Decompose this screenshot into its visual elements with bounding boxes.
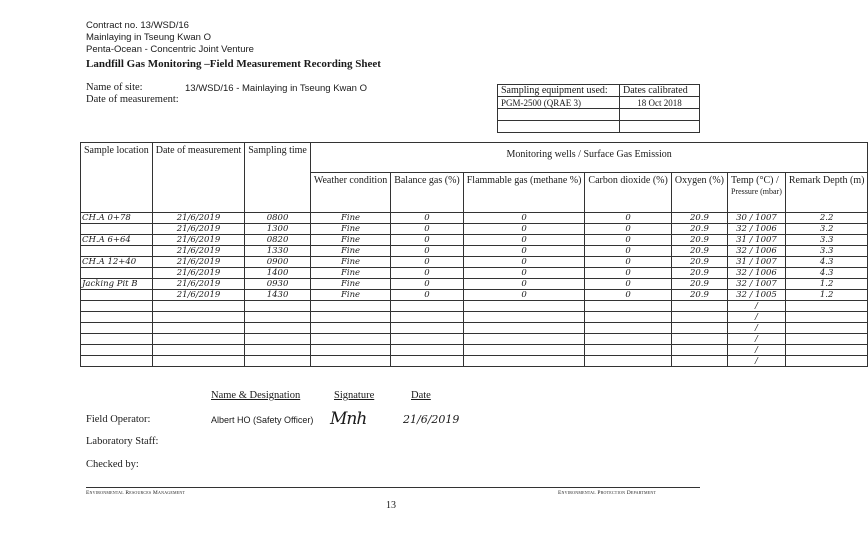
row-weather (310, 345, 390, 356)
row-flammable-gas (463, 301, 585, 312)
table-row (81, 334, 868, 345)
row-temp-pressure: / (728, 334, 786, 345)
row-balance-gas: 0 (391, 246, 464, 257)
checked-by-label: Checked by: (86, 459, 139, 470)
row-location: CH.A 6+64 (81, 235, 153, 246)
row-date: 21/6/2019 (152, 246, 245, 257)
row-flammable-gas (463, 323, 585, 334)
row-date: 21/6/2019 (152, 213, 245, 224)
row-carbon-dioxide (585, 301, 671, 312)
row-carbon-dioxide: 0 (585, 235, 671, 246)
col-weather: Weather condition (310, 173, 390, 213)
name-designation-header: Name & Designation (211, 390, 301, 401)
row-weather (310, 312, 390, 323)
row-temp-pressure: 31 / 1007 (728, 257, 786, 268)
row-time: 0800 (245, 213, 311, 224)
col-temp-pressure (728, 173, 786, 213)
row-weather: Fine (310, 290, 390, 301)
row-date (152, 323, 245, 334)
row-flammable-gas: 0 (463, 235, 585, 246)
row-balance-gas: 0 (391, 224, 464, 235)
row-date (152, 356, 245, 367)
row-date: 21/6/2019 (152, 257, 245, 268)
row-location: Jacking Pit B (81, 279, 153, 290)
pressure-label: Pressure (mbar) (731, 187, 782, 196)
row-oxygen (671, 312, 727, 323)
row-remark-depth: 2.2 (785, 213, 868, 224)
table-row (81, 356, 868, 367)
col-sample-location: Sample location (81, 143, 153, 213)
operator-signature: Mnh (330, 409, 367, 429)
row-balance-gas: 0 (391, 213, 464, 224)
col-remark-depth: Remark Depth (m) (785, 173, 868, 213)
site-name-value: 13/WSD/16 - Mainlaying in Tseung Kwan O (185, 83, 367, 94)
row-flammable-gas: 0 (463, 213, 585, 224)
calibration-date: 18 Oct 2018 (620, 97, 700, 109)
row-weather: Fine (310, 257, 390, 268)
row-carbon-dioxide (585, 312, 671, 323)
row-balance-gas (391, 312, 464, 323)
row-balance-gas (391, 356, 464, 367)
row-balance-gas: 0 (391, 290, 464, 301)
row-balance-gas (391, 334, 464, 345)
equipment-header: Sampling equipment used: (498, 85, 620, 97)
row-temp-pressure: / (728, 301, 786, 312)
footer-right: Environmental Protection Department (558, 490, 657, 496)
row-weather: Fine (310, 279, 390, 290)
row-oxygen (671, 356, 727, 367)
row-time: 1400 (245, 268, 311, 279)
row-date: 21/6/2019 (152, 268, 245, 279)
site-name-label: Name of site: (86, 82, 143, 93)
sheet-title: Landfill Gas Monitoring –Field Measurement Recording Sheet (86, 58, 381, 70)
col-group-monitoring: Monitoring wells / Surface Gas Emission (310, 143, 868, 173)
col-sampling-time: Sampling time (245, 143, 311, 213)
row-carbon-dioxide: 0 (585, 257, 671, 268)
row-date (152, 312, 245, 323)
row-flammable-gas (463, 345, 585, 356)
row-oxygen (671, 345, 727, 356)
row-flammable-gas: 0 (463, 279, 585, 290)
calibration-empty-cell (620, 109, 700, 121)
row-balance-gas: 0 (391, 257, 464, 268)
row-location: CH.A 12+40 (81, 257, 153, 268)
row-oxygen (671, 301, 727, 312)
row-location (81, 334, 153, 345)
row-weather: Fine (310, 246, 390, 257)
row-location (81, 323, 153, 334)
field-operator-label: Field Operator: (86, 414, 151, 425)
row-oxygen: 20.9 (671, 246, 727, 257)
row-carbon-dioxide: 0 (585, 224, 671, 235)
row-oxygen: 20.9 (671, 290, 727, 301)
row-carbon-dioxide: 0 (585, 290, 671, 301)
row-temp-pressure: 32 / 1006 (728, 224, 786, 235)
table-row (81, 290, 868, 301)
row-temp-pressure: / (728, 345, 786, 356)
laboratory-staff-label: Laboratory Staff: (86, 436, 159, 447)
row-oxygen: 20.9 (671, 213, 727, 224)
row-weather (310, 356, 390, 367)
contractor-name: Penta-Ocean - Concentric Joint Venture (86, 44, 254, 55)
col-carbon-dioxide: Carbon dioxide (%) (585, 173, 671, 213)
row-oxygen (671, 334, 727, 345)
row-flammable-gas (463, 356, 585, 367)
row-remark-depth: 3.3 (785, 235, 868, 246)
row-date (152, 301, 245, 312)
col-balance-gas: Balance gas (%) (391, 173, 464, 213)
row-temp-pressure: 32 / 1006 (728, 268, 786, 279)
row-time (245, 323, 311, 334)
table-row (81, 224, 868, 235)
table-row (81, 345, 868, 356)
row-location (81, 356, 153, 367)
operator-date: 21/6/2019 (403, 413, 460, 426)
row-time (245, 301, 311, 312)
row-weather: Fine (310, 268, 390, 279)
page-number: 13 (386, 500, 396, 511)
calibration-header: Dates calibrated (620, 85, 700, 97)
contract-number: Contract no. 13/WSD/16 (86, 20, 189, 31)
row-balance-gas: 0 (391, 279, 464, 290)
table-row (81, 279, 868, 290)
row-location (81, 290, 153, 301)
row-remark-depth: 1.2 (785, 279, 868, 290)
row-weather (310, 301, 390, 312)
col-flammable-gas: Flammable gas (methane %) (463, 173, 585, 213)
row-time: 1300 (245, 224, 311, 235)
row-carbon-dioxide (585, 345, 671, 356)
calibration-empty-cell (620, 121, 700, 133)
signature-header: Signature (334, 390, 375, 401)
row-weather: Fine (310, 213, 390, 224)
footer-rule (86, 487, 700, 488)
col-oxygen: Oxygen (%) (671, 173, 727, 213)
row-carbon-dioxide (585, 323, 671, 334)
row-weather (310, 334, 390, 345)
row-weather: Fine (310, 224, 390, 235)
row-remark-depth: 4.3 (785, 268, 868, 279)
row-balance-gas (391, 345, 464, 356)
row-temp-pressure: 32 / 1007 (728, 279, 786, 290)
table-row (81, 268, 868, 279)
monitoring-table (80, 142, 868, 367)
row-time (245, 334, 311, 345)
row-time: 1330 (245, 246, 311, 257)
row-time: 0820 (245, 235, 311, 246)
row-carbon-dioxide: 0 (585, 246, 671, 257)
row-date (152, 345, 245, 356)
row-weather (310, 323, 390, 334)
row-balance-gas: 0 (391, 235, 464, 246)
row-temp-pressure: 32 / 1005 (728, 290, 786, 301)
row-remark-depth: 3.2 (785, 224, 868, 235)
row-remark-depth (785, 334, 868, 345)
equipment-empty-cell (498, 109, 620, 121)
date-header: Date (411, 390, 431, 401)
row-location: CH.A 0+78 (81, 213, 153, 224)
table-row (81, 257, 868, 268)
table-row (81, 213, 868, 224)
table-row (81, 235, 868, 246)
row-flammable-gas: 0 (463, 290, 585, 301)
row-oxygen: 20.9 (671, 279, 727, 290)
row-balance-gas: 0 (391, 268, 464, 279)
row-temp-pressure: / (728, 356, 786, 367)
table-row (81, 323, 868, 334)
row-flammable-gas: 0 (463, 224, 585, 235)
row-time: 0900 (245, 257, 311, 268)
row-date: 21/6/2019 (152, 290, 245, 301)
col-date: Date of measurement (152, 143, 245, 213)
row-temp-pressure: / (728, 312, 786, 323)
row-carbon-dioxide: 0 (585, 279, 671, 290)
table-row (81, 301, 868, 312)
row-remark-depth (785, 323, 868, 334)
equipment-table (497, 84, 700, 133)
row-oxygen: 20.9 (671, 257, 727, 268)
row-remark-depth: 1.2 (785, 290, 868, 301)
row-remark-depth: 3.3 (785, 246, 868, 257)
row-temp-pressure: 31 / 1007 (728, 235, 786, 246)
row-flammable-gas (463, 334, 585, 345)
row-remark-depth (785, 301, 868, 312)
row-remark-depth (785, 356, 868, 367)
row-flammable-gas: 0 (463, 246, 585, 257)
row-carbon-dioxide: 0 (585, 213, 671, 224)
equipment-value: PGM-2500 (QRAE 3) (498, 97, 620, 109)
row-time: 0930 (245, 279, 311, 290)
row-carbon-dioxide (585, 334, 671, 345)
row-location (81, 246, 153, 257)
operator-name: Albert HO (Safety Officer) (211, 415, 314, 425)
row-balance-gas (391, 323, 464, 334)
table-row (81, 312, 868, 323)
row-location (81, 312, 153, 323)
equipment-empty-cell (498, 121, 620, 133)
row-location (81, 224, 153, 235)
temp-label: Temp (°C) / (731, 175, 779, 186)
row-time (245, 312, 311, 323)
row-temp-pressure: 30 / 1007 (728, 213, 786, 224)
row-location (81, 345, 153, 356)
row-oxygen: 20.9 (671, 268, 727, 279)
row-oxygen: 20.9 (671, 224, 727, 235)
row-remark-depth (785, 345, 868, 356)
row-oxygen: 20.9 (671, 235, 727, 246)
row-oxygen (671, 323, 727, 334)
date-of-measurement-label: Date of measurement: (86, 94, 179, 105)
row-date: 21/6/2019 (152, 279, 245, 290)
row-date: 21/6/2019 (152, 224, 245, 235)
row-location (81, 301, 153, 312)
row-carbon-dioxide: 0 (585, 268, 671, 279)
row-flammable-gas: 0 (463, 257, 585, 268)
row-time (245, 345, 311, 356)
row-temp-pressure: 32 / 1006 (728, 246, 786, 257)
row-weather: Fine (310, 235, 390, 246)
row-carbon-dioxide (585, 356, 671, 367)
table-body (81, 213, 868, 367)
row-date: 21/6/2019 (152, 235, 245, 246)
row-flammable-gas (463, 312, 585, 323)
footer-left: Environmental Resources Management (86, 490, 186, 496)
table-row (81, 246, 868, 257)
row-flammable-gas: 0 (463, 268, 585, 279)
row-balance-gas (391, 301, 464, 312)
row-date (152, 334, 245, 345)
row-time: 1430 (245, 290, 311, 301)
project-name: Mainlaying in Tseung Kwan O (86, 32, 211, 43)
row-temp-pressure: / (728, 323, 786, 334)
row-location (81, 268, 153, 279)
row-remark-depth (785, 312, 868, 323)
row-time (245, 356, 311, 367)
row-remark-depth: 4.3 (785, 257, 868, 268)
